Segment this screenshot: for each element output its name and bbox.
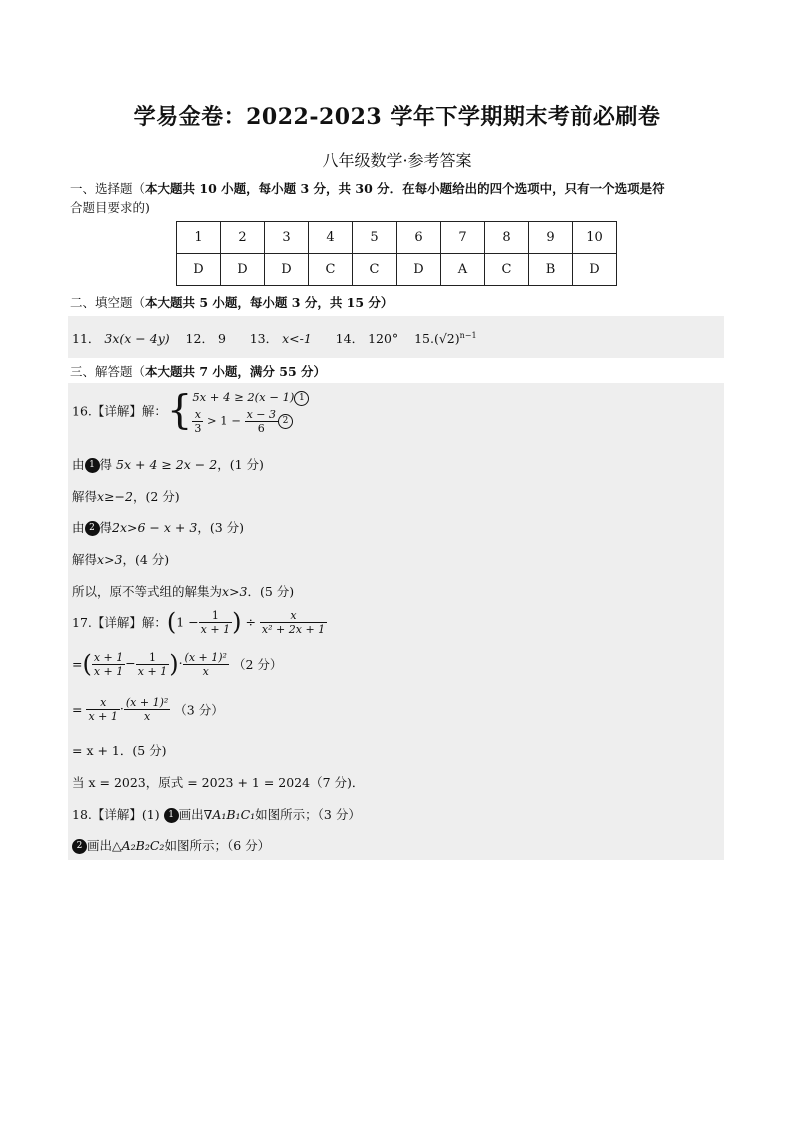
table-cell: D (573, 254, 617, 286)
q16-step-4: 解得x>3，(4 分) (72, 552, 170, 567)
table-cell: 8 (485, 222, 529, 254)
q17-step-2: = $\frac{x}{x + 1}$ · $\frac{\text{(x + 1)²}}{x}$ （3 分） (72, 696, 224, 723)
table-cell: 2 (221, 222, 265, 254)
table-cell: C (485, 254, 529, 286)
section-2-heading: 二、填空题（本大题共 5 小题，每小题 3 分，共 15 分） (70, 295, 394, 310)
table-cell: 6 (397, 222, 441, 254)
table-cell: 3 (265, 222, 309, 254)
table-cell: 5 (353, 222, 397, 254)
q18-part-2: 2 画出△A₂B₂C₂如图所示；（6 分） (72, 836, 270, 854)
table-cell: 10 (573, 222, 617, 254)
section-1-heading: 一、选择题（本大题共 10 小题，每小题 3 分，共 30 分．在每小题给出的四个选项中，只有一个选项是符 合题目要求的) (70, 181, 665, 215)
table-cell: C (353, 254, 397, 286)
table-cell: C (309, 254, 353, 286)
q17-expression: 17.【详解】解：(1 − $\frac{1}{x + 1}$ ) ÷ $\frac{x}{\text{x² + 2x + 1}}$ (72, 608, 326, 636)
q18-part-1: 18.【详解】(1) 1 画出∇A₁B₁C₁如图所示；（3 分） (72, 807, 361, 822)
answer-table-number-row (177, 222, 617, 254)
table-cell: D (397, 254, 441, 286)
q16-conclusion: 所以，原不等式组的解集为x>3．(5 分) (72, 584, 295, 599)
table-cell: 7 (441, 222, 485, 254)
q16-step-2: 解得x≥−2，(2 分) (72, 489, 180, 504)
answer-table-choice-row (177, 254, 617, 286)
q17-step-1: =( $\frac{x + 1}{x + 1}$ − $\frac{1}{x + 1}$ )· $\frac{\text{(x + 1)²}}{x}$ （2 分） (72, 650, 283, 678)
q17-evaluation: 当 x = 2023，原式 = 2023 + 1 = 2024（7 分)． (72, 775, 365, 790)
section-3-heading: 三、解答题（本大题共 7 小题，满分 55 分） (70, 364, 327, 379)
page-title: 学易金卷：2022-2023 学年下学期期末考前必刷卷 (133, 104, 661, 130)
q16-step-3: 由 2 得2x>6 − x + 3，(3 分) (72, 520, 244, 535)
table-cell: D (177, 254, 221, 286)
fill-blank-answers: 11． 3x(x − 4y) 12． 9 13． x<-1 14． 120° $15.(√2)^{n-1}$ (72, 330, 477, 346)
table-cell: 9 (529, 222, 573, 254)
q16-system: 16.【详解】解：{5x + 4 ≥ 2(x − 1) 1 $\frac{x}{3}$ > 1 − $\frac{x - 3}{6}$ 2 (72, 386, 309, 435)
q17-step-3: = x + 1．(5 分) (72, 743, 167, 758)
q16-step-1: 由 1 得 5x + 4 ≥ 2x − 2，(1 分) (72, 457, 264, 472)
page-subtitle: 八年级数学·参考答案 (322, 151, 472, 170)
table-cell: D (221, 254, 265, 286)
table-cell: B (529, 254, 573, 286)
answer-table (176, 221, 617, 286)
table-cell: 1 (177, 222, 221, 254)
table-cell: A (441, 254, 485, 286)
table-cell: 4 (309, 222, 353, 254)
table-cell: D (265, 254, 309, 286)
